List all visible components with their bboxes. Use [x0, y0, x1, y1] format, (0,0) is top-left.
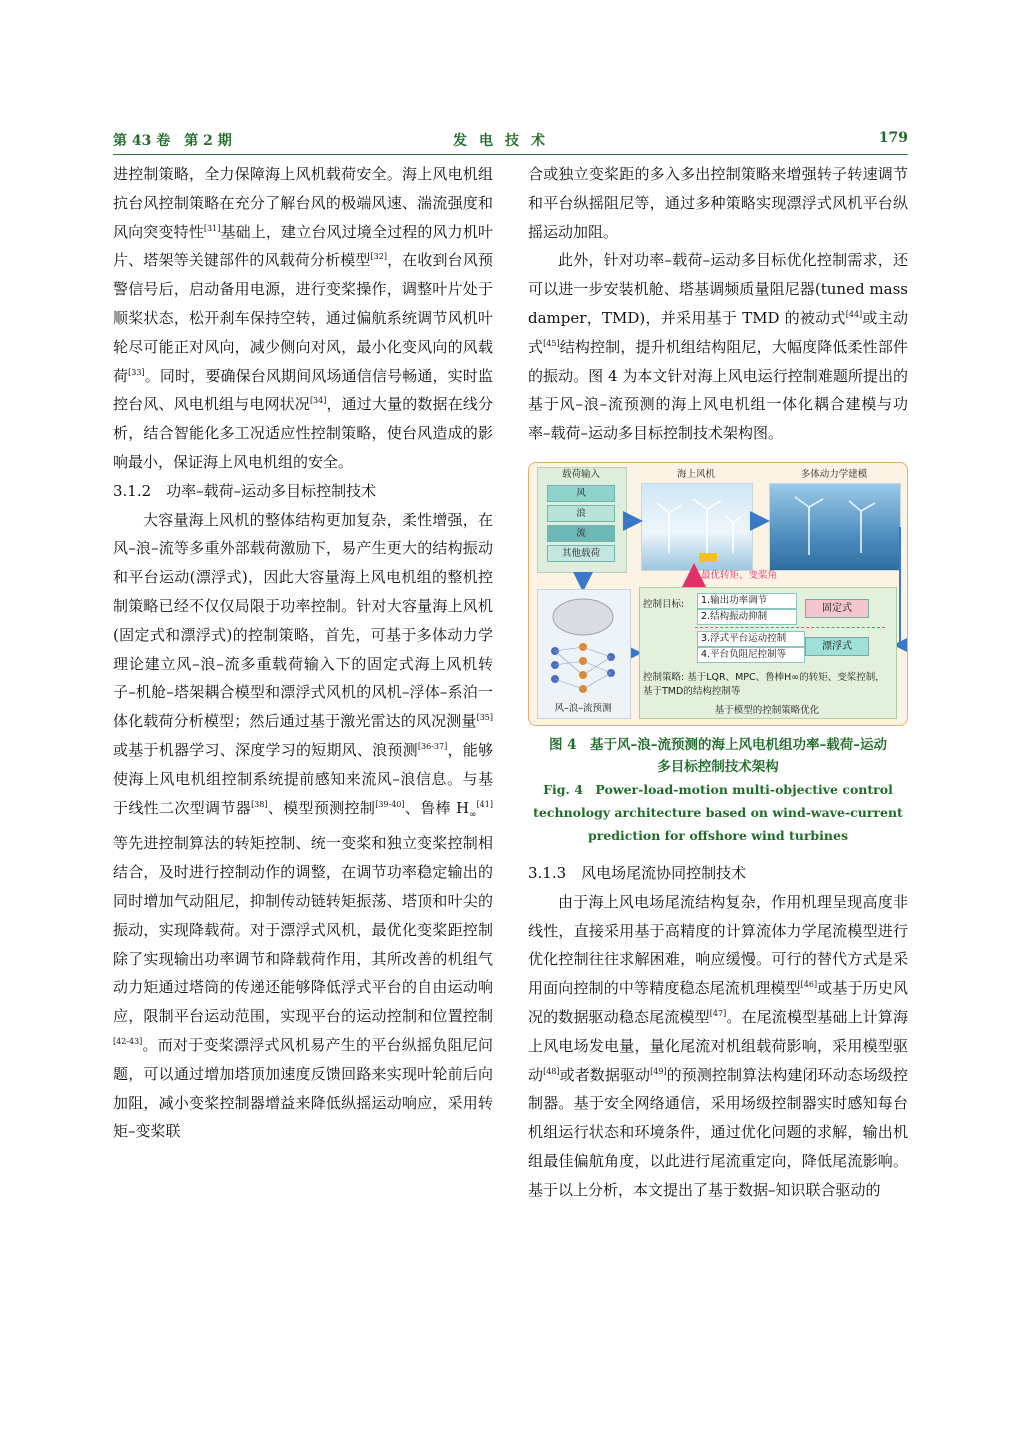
load-input-label: 载荷输入 — [561, 468, 600, 480]
section-heading: 3.1.2 功率–载荷–运动多目标控制技术 — [113, 481, 377, 500]
goal-power-regulation: 1.输出功率调节 — [697, 593, 797, 609]
neural-network-icon — [539, 591, 627, 699]
paragraph: 由于海上风电场尾流结构复杂，作用机理呈现高度非线性，直接采用基于高精度的计算流体力学尾流模型进行优化控制往往求解困难，响应缓慢。可行的替代方式是采用面向控制的中等精度稳态尾流机理模型[46]或基于历史风况的数据驱动稳态尾流模型[47]。在尾流模型基础上计算海上风电场发电量，量化尾流对机组载荷影响，采用模型驱动[48]或者数据驱动[49]的预测控制算法构建闭环动态场级控制器。基于安全网络通信，采用场级控制器实时感知每台机组运行状态和环境条件，通过优化问题的求解，输出机组最佳偏航角度，以此进行尾流重定向，降低尾流影响。基于以上分析，本文提出了基于数据–知识联合驱动的 — [528, 892, 908, 1199]
paragraph: 进控制策略，全力保障海上风机载荷安全。海上风电机组抗台风控制策略在充分了解台风的极端风速、湍流强度和风向突变特性[31]基础上，建立台风过境全过程的风力机叶片、塔架等关键部件的风载荷分析模型[32]，在收到台风预警信号后，启动备用电源，进行变桨操作，调整叶片处于顺桨状态，松开刹车保持空转，通过偏航系统调节风机叶轮尽可能正对风向，减少侧向对风，最小化变风向的风载荷[33]。同时，要确保台风期间风场通信信号畅通，实时监控台风、风电机组与电网状况[34]，通过大量的数据在线分析，结合智能化多工况适应性控制策略，使台风造成的影响最小，保证海上风电机组的安全。 — [113, 165, 493, 471]
figure-caption-en: Fig. 4 Power-load-motion multi-objective control technology architecture based on wind-wave-current prediction for offshore wind turbines — [533, 781, 903, 843]
fixed-type-tag: 固定式 — [805, 599, 869, 618]
issue-info: 第 43 卷 第 2 期 — [113, 133, 232, 149]
paragraph: 此外，针对功率–载荷–运动多目标优化控制需求，还可以进一步安装机舱、塔基调频质量阻尼器(tuned mass damper，TMD)，并采用基于 TMD 的被动式[44]或主动式[45]结构控制，提升机组结构阻尼，大幅度降低柔性部件的振动。图 4 为本文针对海上风电运行控制难题所提出的基于风–浪–流预测的海上风电机组一体化耦合建模与功率–载荷–运动多目标控制技术架构图。 — [528, 251, 908, 443]
page-number: 179 — [878, 130, 908, 146]
offshore-turbine-label: 海上风机 — [676, 468, 715, 480]
section-heading: 3.1.3 风电场尾流协同控制技术 — [528, 863, 747, 882]
left-column — [113, 160, 493, 1146]
optimal-actions-label: 最优转矩、变桨角 — [701, 569, 778, 581]
journal-name: 发电技术 — [453, 133, 557, 149]
dashed-divider — [695, 627, 885, 628]
wind-label: 风 — [576, 487, 586, 499]
multibody-model-label: 多体动力学建模 — [800, 468, 868, 480]
model-based-optimization-label: 基于模型的控制策略优化 — [714, 704, 820, 716]
figure-4-diagram — [528, 462, 908, 726]
floating-type-tag: 漂浮式 — [805, 637, 869, 656]
prediction-label: 风–浪–流预测 — [554, 702, 612, 714]
other-loads-label: 其他载荷 — [561, 547, 600, 559]
running-header — [113, 128, 908, 155]
goal-negative-damping: 4.平台负阻尼控制等 — [697, 647, 805, 663]
wave-label: 浪 — [576, 507, 586, 519]
goal-platform-motion: 3.浮式平台运动控制 — [697, 631, 805, 647]
control-goal-label: 控制目标: — [643, 598, 685, 610]
goal-vibration-suppression: 2.结构振动抑制 — [697, 609, 797, 625]
current-label: 流 — [576, 527, 586, 539]
paragraph: 大容量海上风机的整体结构更加复杂，柔性增强，在风–浪–流等多重外部载荷激励下，易产生更大的结构振动和平台运动(漂浮式)，因此大容量海上风电机组的整机控制策略已经不仅仅局限于功率控制。针对大容量海上风机(固定式和漂浮式)的控制策略，首先，可基于多体动力学理论建立风–浪–流多重载荷输入下的固定式海上风机转子–机舱–塔架耦合模型和漂浮式风机的风机–浮体–系泊一体化载荷分析模型；然后通过基于激光雷达的风况测量[35]或基于机器学习、深度学习的短期风、浪预测[36-37]，能够使海上风电机组控制系统提前感知来流风–浪信息。与基于线性二次型调节器[38]、模型预测控制[39-40]、鲁棒 $H_\infty[41]$等先进控制算法的转矩控制、统一变桨和独立变桨控制相结合，及时进行控制动作的调整，在调节功率稳定输出的同时增加气动阻尼，抑制传动链转矩振荡、塔顶和叶尖的振动，实现降载荷。对于漂浮式风机，最优化变桨距控制除了实现输出功率调节和降载荷作用，其所改善的机组气动力矩通过塔筒的传递还能够降低浮式平台的自由运动响应，限制平台运动范围，实现平台的运动控制和位置控制[42-43]。而对于变桨漂浮式风机易产生的平台纵摇负阻尼问题，可以通过增加塔顶加速度反馈回路来实现叶轮前后向加阻，减小变桨控制器增益来降低纵摇运动响应，采用转矩–变桨联 — [113, 510, 493, 1141]
right-column — [528, 160, 908, 1205]
figure-caption-zh: 图 4 基于风–浪–流预测的海上风电机组功率–载荷–运动 多目标控制技术架构 — [548, 736, 888, 775]
control-strategy-label: 控制策略: 基于LQR、MPC、鲁棒H∞的转矩、变桨控制，基于TMD的结构控制等 — [643, 671, 885, 697]
paragraph: 合或独立变桨距的多入多出控制策略来增强转子转速调节和平台纵摇阻尼等，通过多种策略实现漂浮式风机平台纵摇运动加阻。 — [528, 165, 908, 241]
